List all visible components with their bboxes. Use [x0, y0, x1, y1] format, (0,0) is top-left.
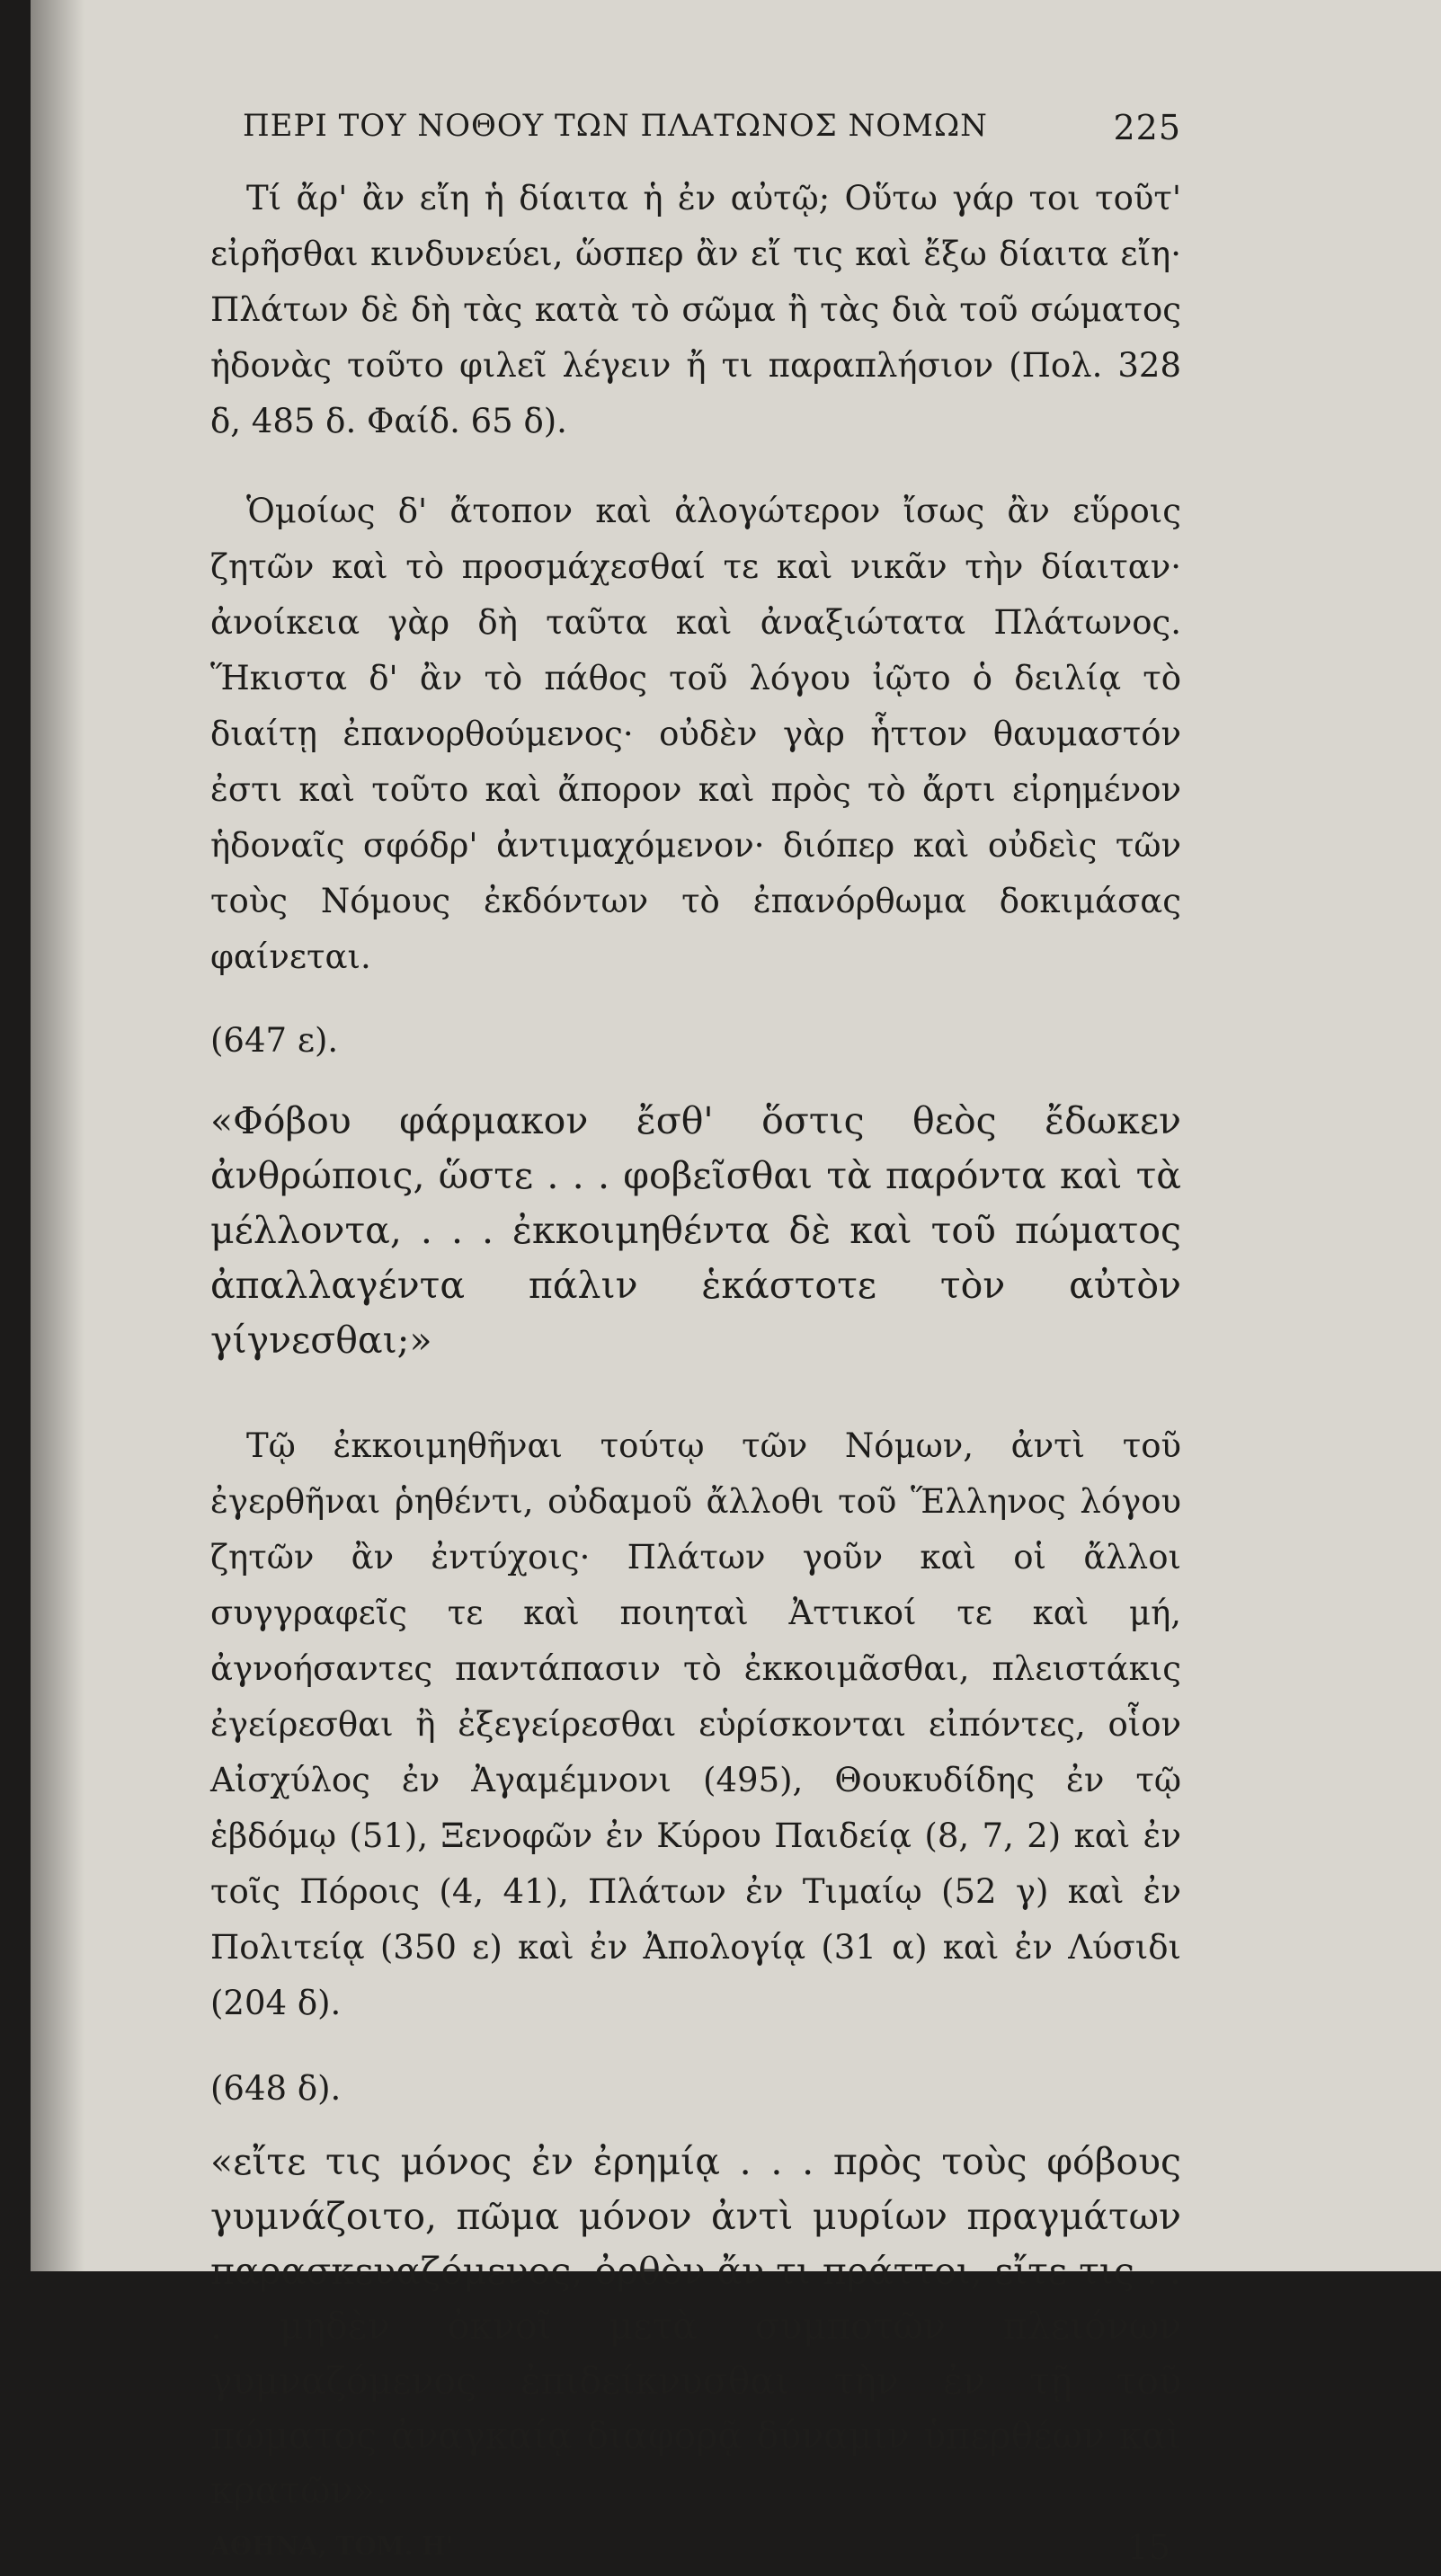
footer-signature: ΑΘΗΝΑ, ΤΟΜ. Η' [210, 2531, 454, 2561]
sheet-number: 15 [1126, 2527, 1170, 2567]
page-number: 225 [1113, 108, 1181, 147]
page-gutter-shadow [31, 0, 85, 2271]
paragraph-2: Ὁμοίως δ' ἄτοπον καὶ ἀλογώτερον ἴσως ἂν εὕροις ζητῶν καὶ τὸ προσμάχεσθαί τε καὶ νικᾶν τὴν δίαιταν· ἀνοίκεια γὰρ δὴ ταῦτα καὶ ἀναξιώτατα Πλάτωνος. Ἥκιστα δ' ἂν τὸ πάθος τοῦ λόγου ἰῷτο ὁ δειλίᾳ τὸ διαίτῃ ἐπανορθούμενος· οὐδὲν γὰρ ἧττον θαυμαστόν ἐστι καὶ τοῦτο καὶ ἄπορον καὶ πρὸς τὸ ἄρτι εἰρημένον ἡδοναῖς σφόδρ' ἀντιμαχόμενον· διόπερ καὶ οὐδεὶς τῶν τοὺς Νόμους ἐκδόντων τὸ ἐπανόρθωμα δοκιμάσας φαίνεται. [210, 492, 1181, 976]
book-page [31, 0, 1441, 2567]
page-footer [210, 2527, 1181, 2576]
page-content [210, 108, 1181, 2576]
quote-1: «Φόβου φάρμακον ἔσθ' ὅστις θεὸς ἔδωκεν ἀνθρώποις, ὥστε . . . φοβεῖσθαι τὰ παρόντα καὶ τὰ μέλλοντα, . . . ἐκκοιμηθέντα δὲ καὶ τοῦ πώματος ἀπαλλαγέντα πάλιν ἑκάστοτε τὸν αὐτὸν γίγνεσθαι;» [210, 1099, 1181, 1362]
reference-648d: (648 δ). [210, 2069, 342, 2108]
running-header [210, 108, 1181, 162]
quote-2: «εἴτε τις μόνος ἐν ἐρημίᾳ . . . πρὸς τοὺς φόβους γυμνάζοιτο, πῶμα μόνον ἀντὶ μυρίων πραγμάτων παρασκευαζόμενος, ὀρθὸν ἄν τι πράττοι, εἴτε τις . . . μηδὲν ὀκνοῖ μετὰ συμποτῶν πλειόνων γυμναζόμενος ἐπιδείκνυσθαι τὴν ἐν τῇ τοῦ πώματος ἀναγκαίᾳ διαφορᾷ δύναμιν ὑπερθέων καὶ κρατῶν». [210, 2140, 1181, 2512]
reference-647e: (647 ε). [210, 1021, 339, 1060]
paragraph-3: Τῷ ἐκκοιμηθῆναι τούτῳ τῶν Νόμων, ἀντὶ τοῦ ἐγερθῆναι ῥηθέντι, οὐδαμοῦ ἄλλοθι τοῦ Ἕλληνος λόγου ζητῶν ἂν ἐντύχοις· Πλάτων γοῦν καὶ οἱ ἄλλοι συγγραφεῖς τε καὶ ποιηταὶ Ἀττικοί τε καὶ μή, ἀγνοήσαντες παντάπασιν τὸ ἐκκοιμᾶσθαι, πλειστάκις ἐγείρεσθαι ἢ ἐξεγείρεσθαι εὑρίσκονται εἰπόντες, οἷον Αἰσχύλος ἐν Ἀγαμέμνονι (495), Θουκυδίδης ἐν τῷ ἑβδόμῳ (51), Ξενοφῶν ἐν Κύρου Παιδείᾳ (8, 7, 2) καὶ ἐν τοῖς Πόροις (4, 41), Πλάτων ἐν Τιμαίῳ (52 γ) καὶ ἐν Πολιτείᾳ (350 ε) καὶ ἐν Ἀπολογίᾳ (31 α) καὶ ἐν Λύσιδι (204 δ). [210, 1426, 1181, 2022]
running-title: ΠΕΡΙ ΤΟΥ ΝΟΘΟΥ ΤΩΝ ΠΛΑΤΩΝΟΣ ΝΟΜΩΝ [243, 108, 988, 144]
paragraph-1: Τί ἄρ' ἂν εἴη ἡ δίαιτα ἡ ἐν αὐτῷ; Οὕτω γάρ τοι τοῦτ' εἰρῆσθαι κινδυνεύει, ὥσπερ ἂν εἴ τις καὶ ἔξω δίαιτα εἴη· Πλάτων δὲ δὴ τὰς κατὰ τὸ σῶμα ἢ τὰς διὰ τοῦ σώματος ἡδονὰς τοῦτο φιλεῖ λέγειν ἤ τι παραπλήσιον (Πολ. 328 δ, 485 δ. Φαίδ. 65 δ). [210, 179, 1181, 440]
